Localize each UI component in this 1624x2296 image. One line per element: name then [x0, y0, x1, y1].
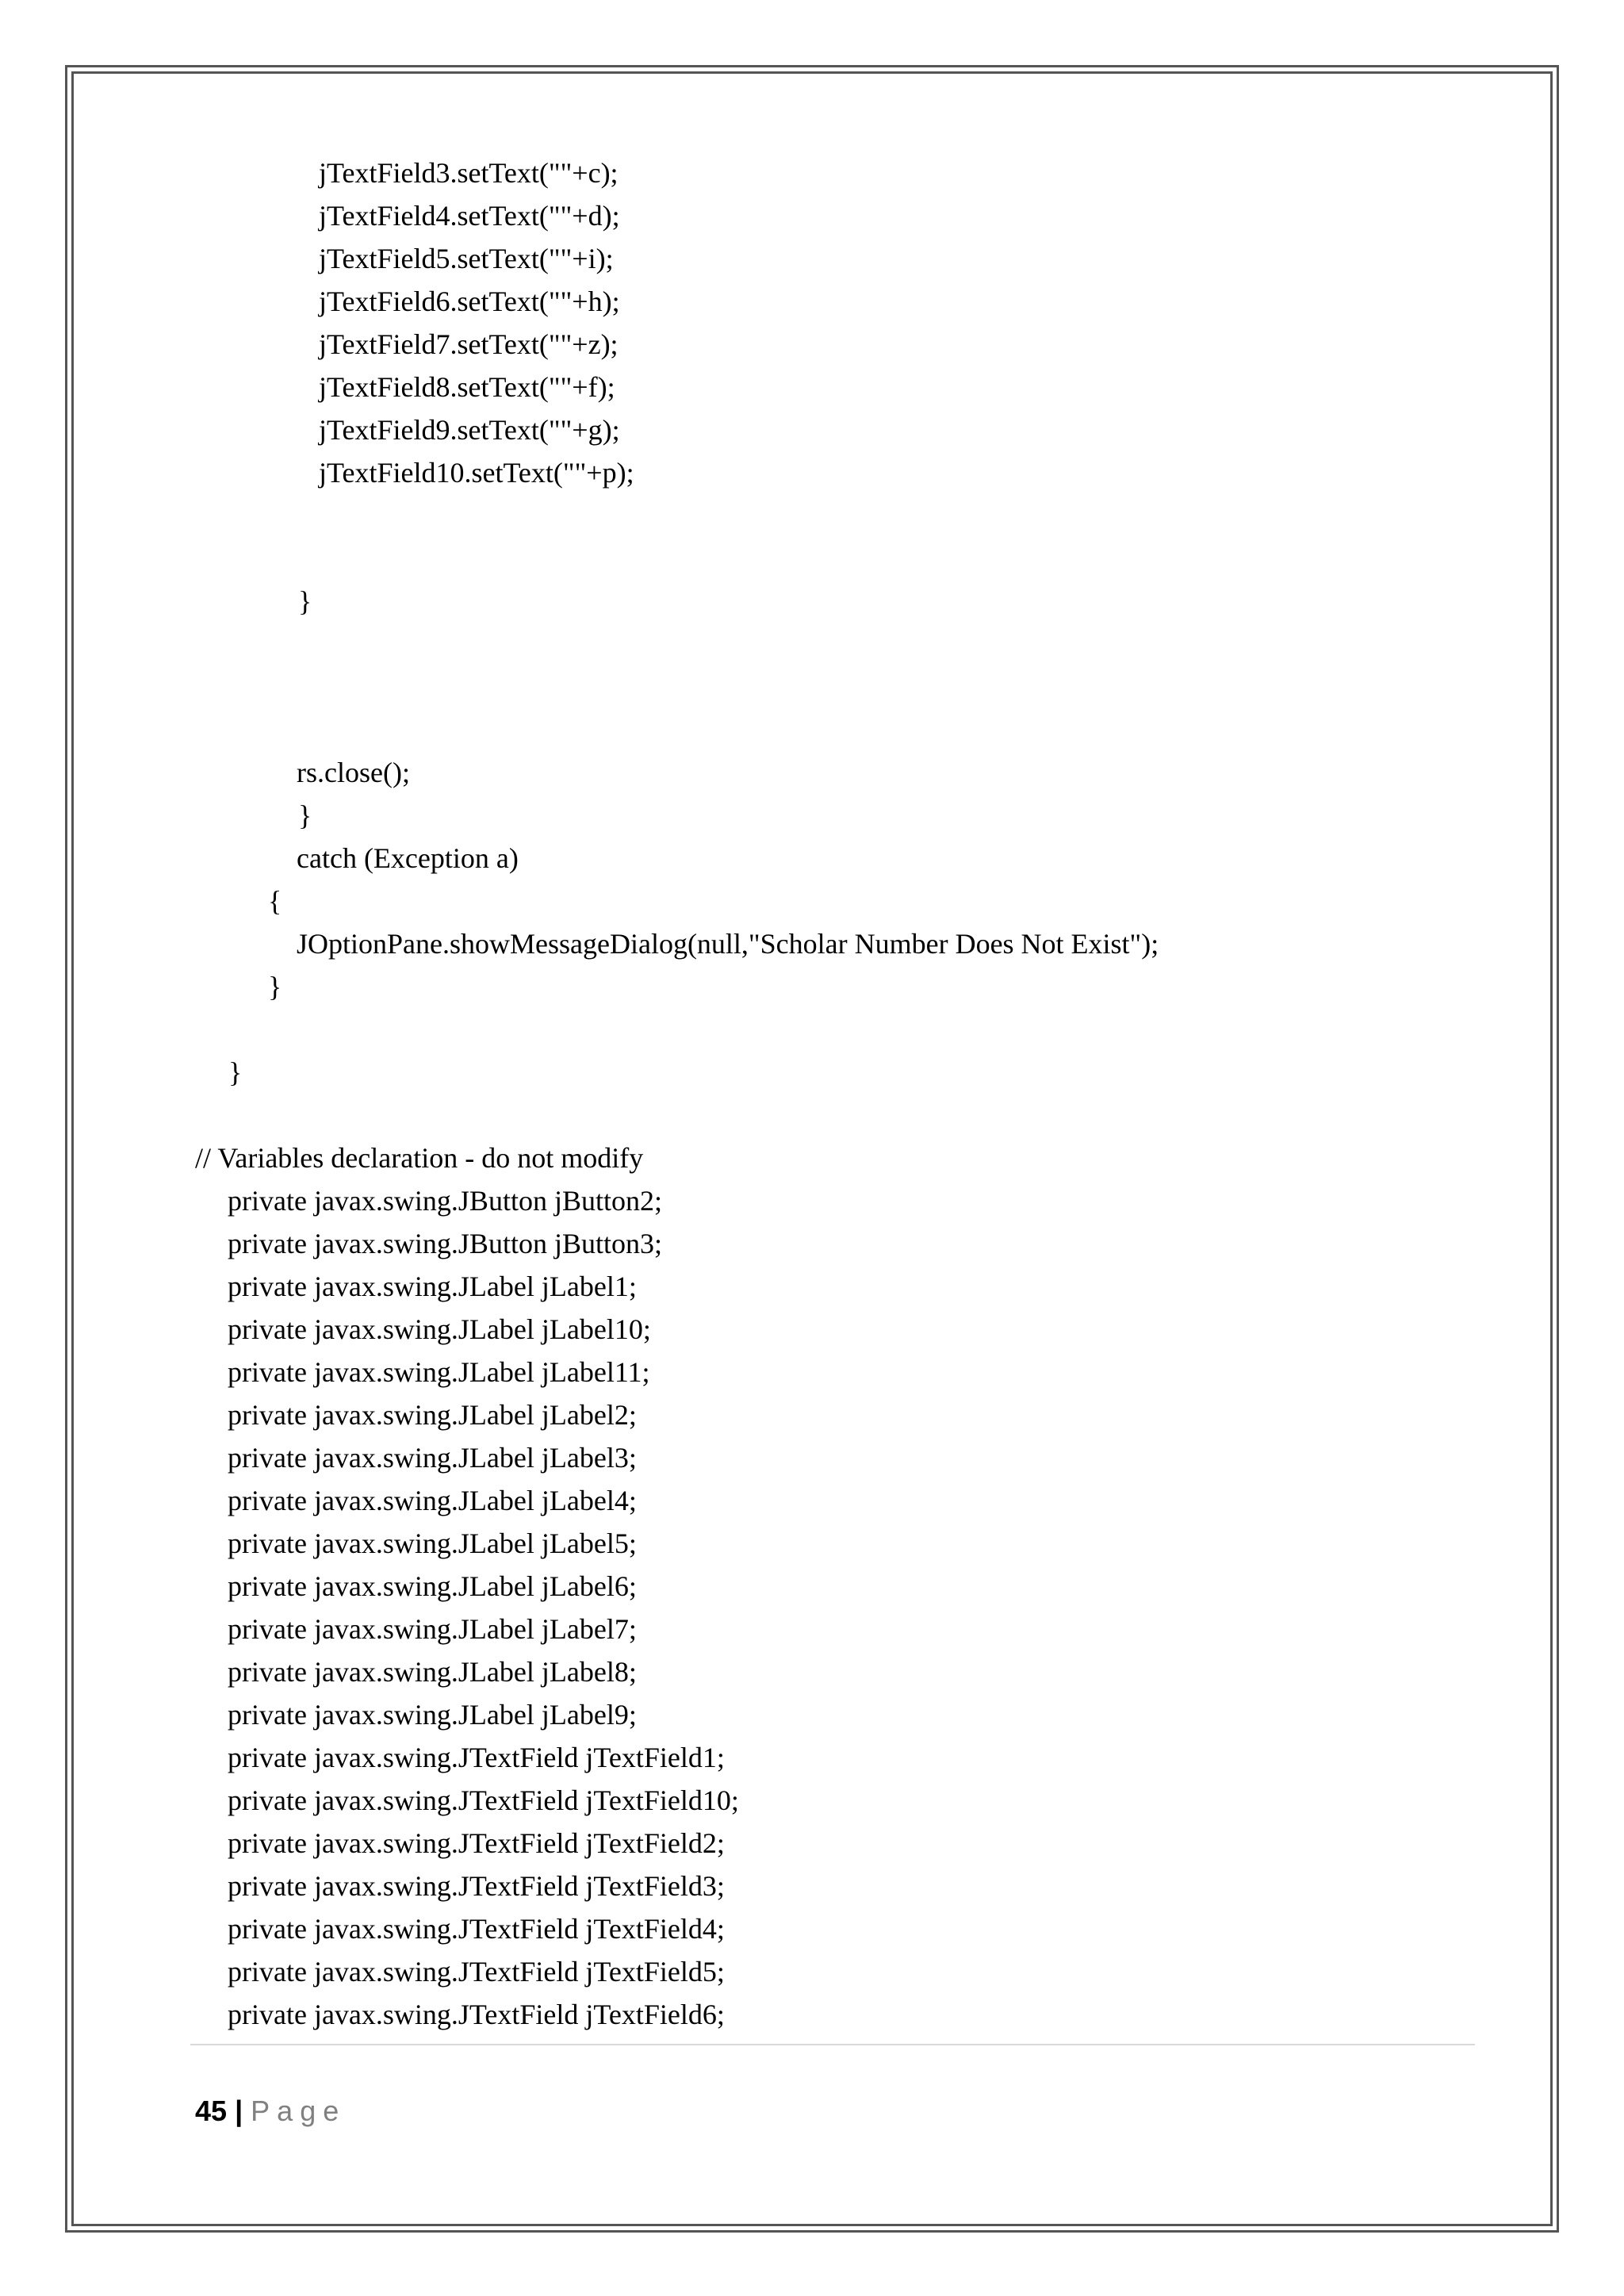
- code-line: private javax.swing.JLabel jLabel2;: [228, 1399, 637, 1431]
- code-line: jTextField10.setText(""+p);: [319, 457, 634, 489]
- code-line: private javax.swing.JLabel jLabel1;: [228, 1271, 637, 1302]
- code-line: private javax.swing.JTextField jTextField4;: [228, 1913, 725, 1945]
- code-line: private javax.swing.JLabel jLabel11;: [228, 1356, 650, 1388]
- code-line: private javax.swing.JTextField jTextField1;: [228, 1742, 725, 1773]
- code-line: private javax.swing.JTextField jTextField5;: [228, 1956, 725, 1987]
- code-line: private javax.swing.JLabel jLabel7;: [228, 1613, 637, 1645]
- code-line: }: [298, 799, 312, 831]
- code-line: private javax.swing.JLabel jLabel6;: [228, 1570, 637, 1602]
- code-line: jTextField7.setText(""+z);: [319, 328, 619, 360]
- page-footer: [195, 2094, 346, 2129]
- code-line: private javax.swing.JLabel jLabel4;: [228, 1485, 637, 1516]
- code-line: jTextField6.setText(""+h);: [319, 286, 620, 317]
- code-line: }: [228, 1056, 243, 1088]
- footer-separator: |: [235, 2095, 243, 2127]
- page-label: Page: [251, 2095, 347, 2127]
- code-line: private javax.swing.JButton jButton3;: [228, 1228, 662, 1259]
- code-line: private javax.swing.JTextField jTextField6;: [228, 1999, 725, 2030]
- page-number: 45: [195, 2095, 228, 2127]
- code-line: {: [268, 885, 282, 917]
- code-line: private javax.swing.JLabel jLabel8;: [228, 1656, 637, 1688]
- code-line: private javax.swing.JTextField jTextField2;: [228, 1827, 725, 1859]
- code-line: jTextField3.setText(""+c);: [319, 157, 619, 189]
- code-line: private javax.swing.JTextField jTextField10;: [228, 1784, 739, 1816]
- code-line: jTextField5.setText(""+i);: [319, 243, 614, 274]
- code-line: }: [268, 971, 282, 1002]
- code-line: JOptionPane.showMessageDialog(null,"Scholar Number Does Not Exist");: [297, 928, 1159, 960]
- code-line: private javax.swing.JLabel jLabel5;: [228, 1527, 637, 1559]
- code-line: private javax.swing.JLabel jLabel10;: [228, 1313, 651, 1345]
- code-line: private javax.swing.JLabel jLabel3;: [228, 1442, 637, 1474]
- code-line: jTextField8.setText(""+f);: [319, 371, 615, 403]
- code-line: private javax.swing.JTextField jTextField3;: [228, 1870, 725, 1902]
- code-line: }: [298, 585, 312, 617]
- code-line: rs.close();: [297, 757, 410, 788]
- code-comment: // Variables declaration - do not modify: [195, 1142, 644, 1174]
- footer-divider: [190, 2044, 1475, 2045]
- code-line: catch (Exception a): [297, 842, 519, 874]
- code-line: private javax.swing.JButton jButton2;: [228, 1185, 662, 1217]
- code-line: jTextField4.setText(""+d);: [319, 200, 620, 232]
- code-line: jTextField9.setText(""+g);: [319, 414, 620, 446]
- code-line: private javax.swing.JLabel jLabel9;: [228, 1699, 637, 1731]
